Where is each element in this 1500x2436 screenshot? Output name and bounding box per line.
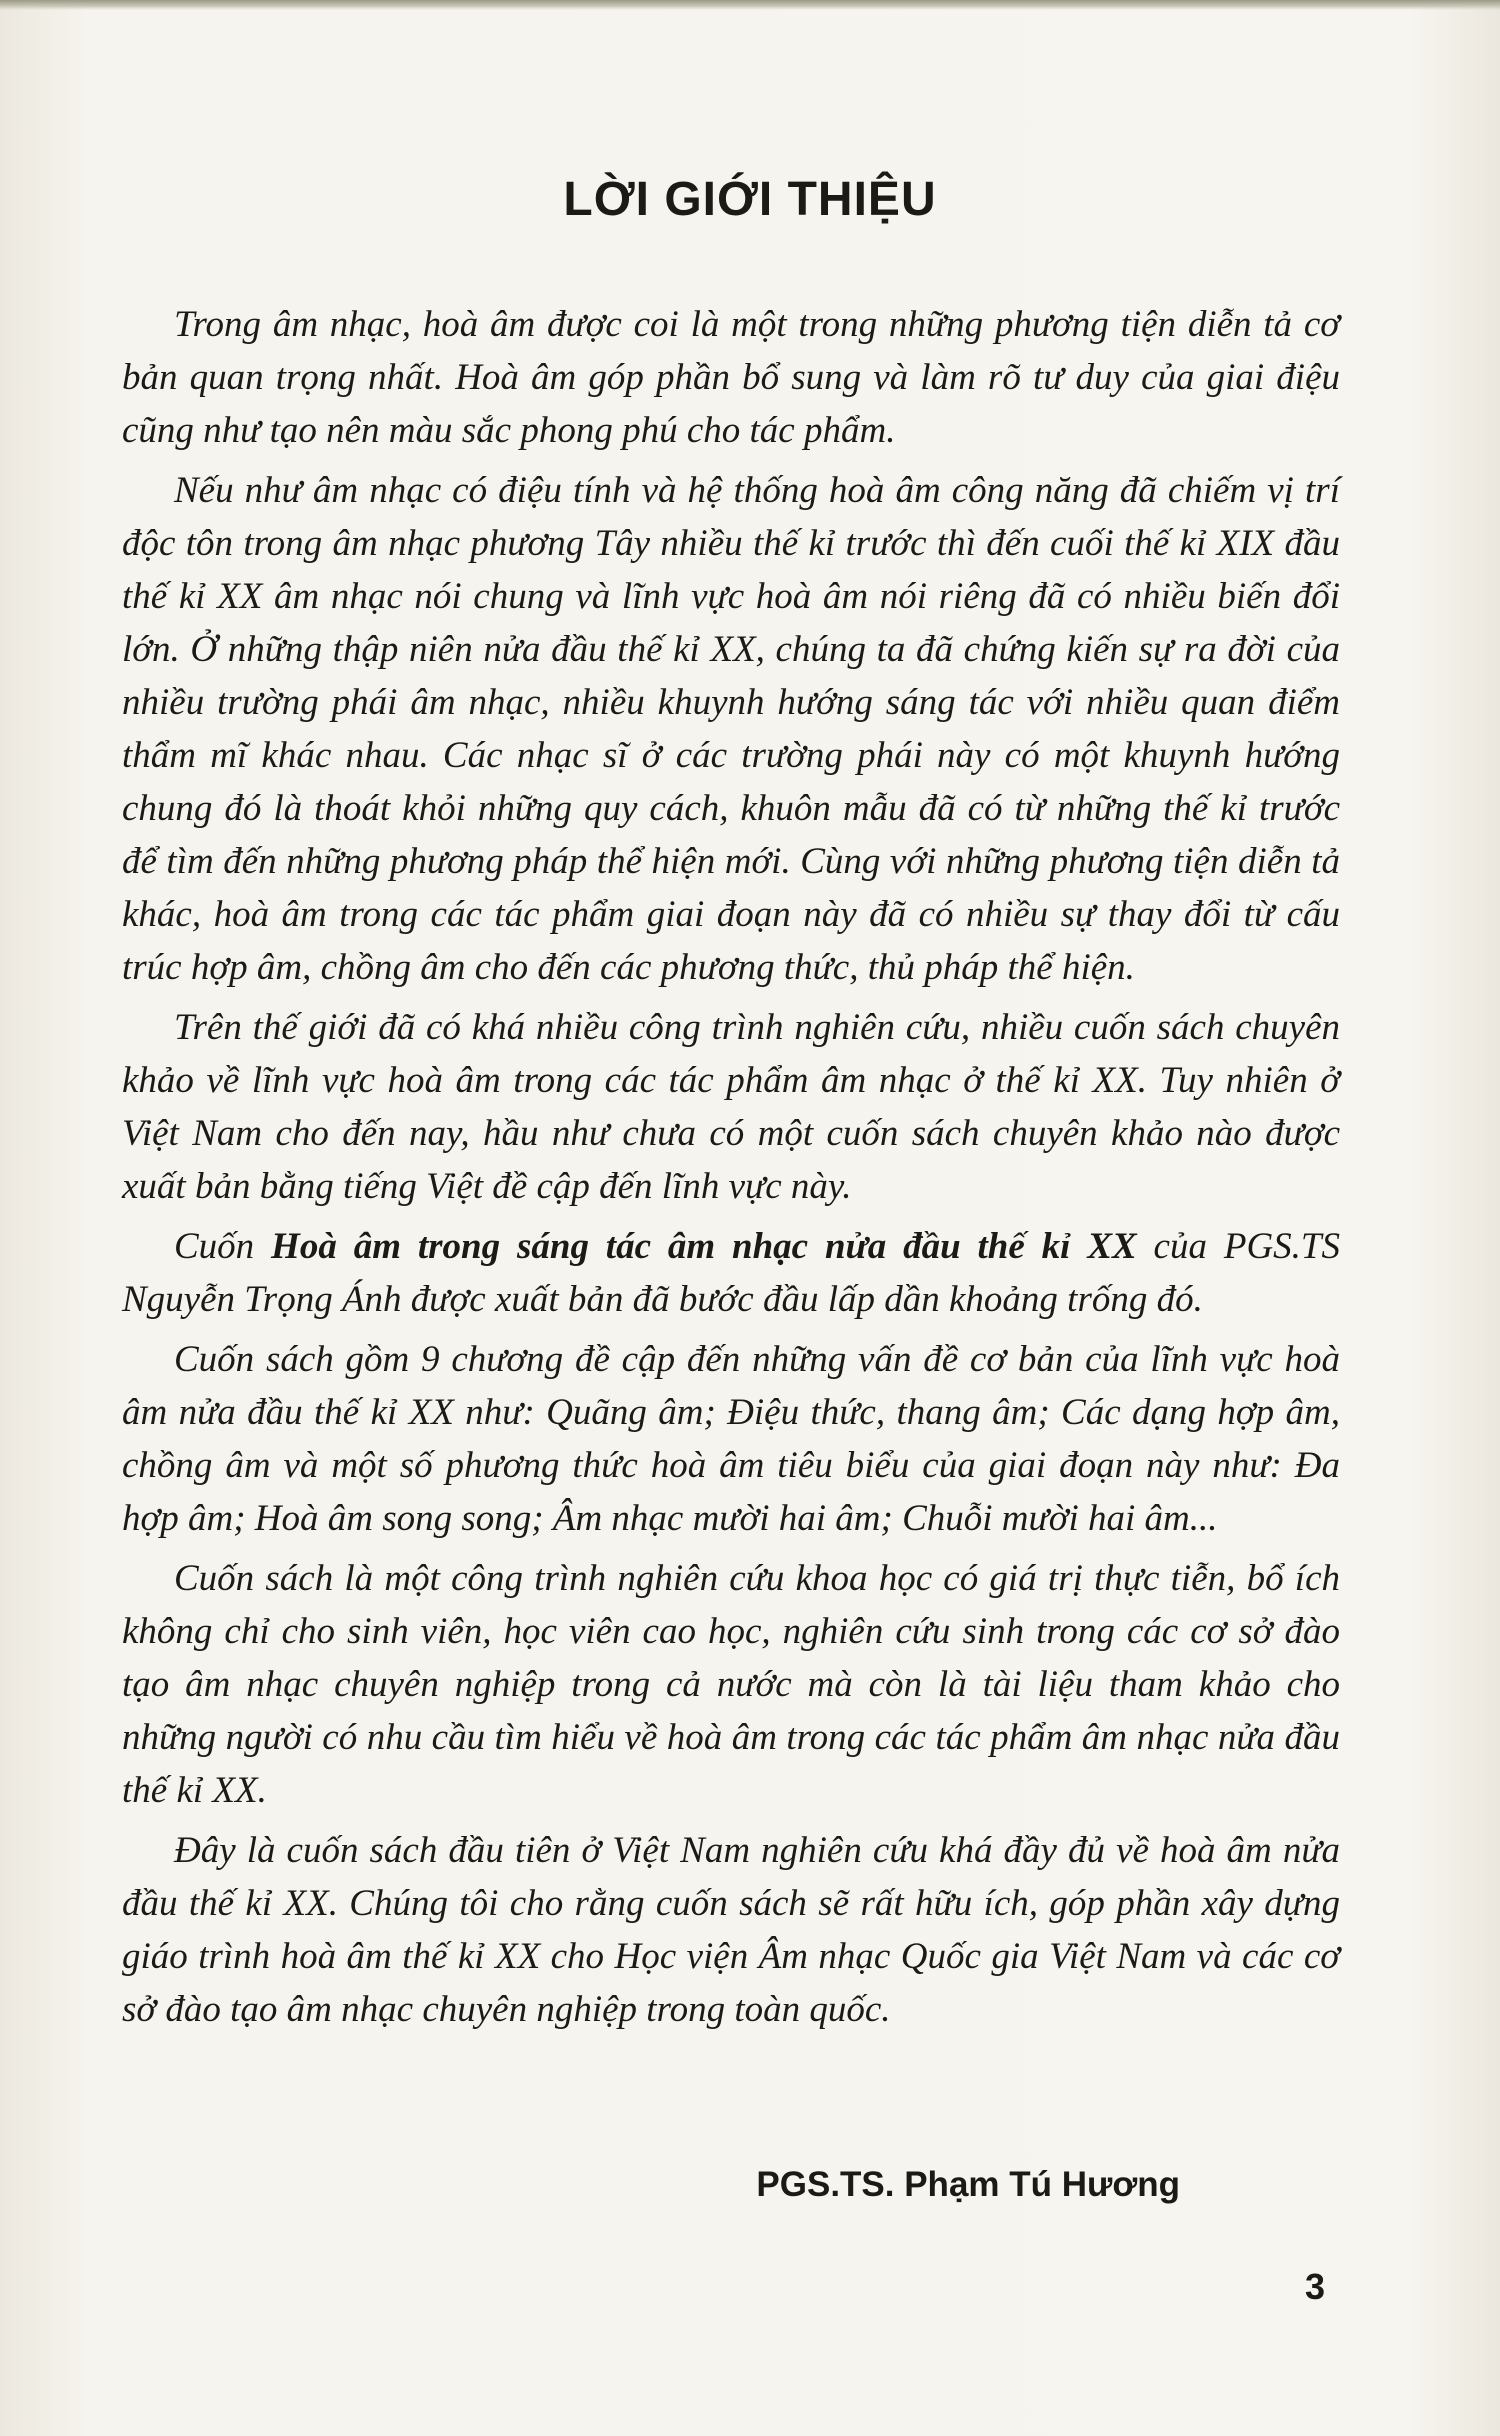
paragraph-4-lead: Cuốn bbox=[174, 1226, 272, 1267]
paragraph-2: Nếu như âm nhạc có điệu tính và hệ thống hoà âm công năng đã chiếm vị trí độc tôn trong âm nhạc phương Tây nhiều thế kỉ trước thì đến cuối thế kỉ XIX đầu thế kỉ XX âm nhạc nói chung và lĩnh vực hoà âm nói riêng đã có nhiều biến đổi lớn. Ở những thập niên nửa đầu thế kỉ XX, chúng ta đã chứng kiến sự ra đời của nhiều trường phái âm nhạc, nhiều khuynh hướng sáng tác với nhiều quan điểm thẩm mĩ khác nhau. Các nhạc sĩ ở các trường phái này có một khuynh hướng chung đó là thoát khỏi những quy cách, khuôn mẫu đã có từ những thế kỉ trước để tìm đến những phương pháp thể hiện mới. Cùng với những phương tiện diễn tả khác, hoà âm trong các tác phẩm giai đoạn này đã có nhiều sự thay đổi từ cấu trúc hợp âm, chồng âm cho đến các phương thức, thủ pháp thể hiện. bbox=[122, 470, 1340, 988]
paragraph-4-rest: của PGS.TS Nguyễn Trọng Ánh được xuất bản đã bước đầu lấp dần khoảng trống đó. bbox=[122, 1226, 1340, 1320]
paragraph-3: Trên thế giới đã có khá nhiều công trình nghiên cứu, nhiều cuốn sách chuyên khảo về lĩnh vực hoà âm trong các tác phẩm âm nhạc ở thế kỉ XX. Tuy nhiên ở Việt Nam cho đến nay, hầu như chưa có một cuốn sách chuyên khảo nào được xuất bản bằng tiếng Việt đề cập đến lĩnh vực này. bbox=[122, 1007, 1340, 1207]
page-top-edge bbox=[0, 0, 1500, 10]
paragraph-7: Đây là cuốn sách đầu tiên ở Việt Nam nghiên cứu khá đầy đủ về hoà âm nửa đầu thế kỉ XX. Chúng tôi cho rằng cuốn sách sẽ rất hữu ích, góp phần xây dựng giáo trình hoà âm thế kỉ XX cho Học viện Âm nhạc Quốc gia Việt Nam và các cơ sở đào tạo âm nhạc chuyên nghiệp trong toàn quốc. bbox=[122, 1830, 1340, 2030]
author-signature: PGS.TS. Phạm Tú Hương bbox=[756, 2165, 1180, 2204]
book-title-emphasis: Hoà âm trong sáng tác âm nhạc nửa đầu thế kỉ XX bbox=[271, 1226, 1137, 1267]
paragraph-6: Cuốn sách là một công trình nghiên cứu khoa học có giá trị thực tiễn, bổ ích không chỉ cho sinh viên, học viên cao học, nghiên cứu sinh trong các cơ sở đào tạo âm nhạc chuyên nghiệp trong cả nước mà còn là tài liệu tham khảo cho những người có nhu cầu tìm hiểu về hoà âm trong các tác phẩm âm nhạc nửa đầu thế kỉ XX. bbox=[122, 1558, 1340, 1811]
paragraph-1: Trong âm nhạc, hoà âm được coi là một trong những phương tiện diễn tả cơ bản quan trọng nhất. Hoà âm góp phần bổ sung và làm rõ tư duy của giai điệu cũng như tạo nên màu sắc phong phú cho tác phẩm. bbox=[122, 304, 1340, 451]
body-text bbox=[122, 298, 1340, 2043]
paragraph-5: Cuốn sách gồm 9 chương đề cập đến những vấn đề cơ bản của lĩnh vực hoà âm nửa đầu thế kỉ XX như: Quãng âm; Điệu thức, thang âm; Các dạng hợp âm, chồng âm và một số phương thức hoà âm tiêu biểu của giai đoạn này như: Đa hợp âm; Hoà âm song song; Âm nhạc mười hai âm; Chuỗi mười hai âm... bbox=[122, 1339, 1340, 1539]
page-title: LỜI GIỚI THIỆU bbox=[563, 173, 937, 226]
page-number: 3 bbox=[1304, 2266, 1325, 2307]
paragraph-4 bbox=[122, 1220, 1340, 1326]
